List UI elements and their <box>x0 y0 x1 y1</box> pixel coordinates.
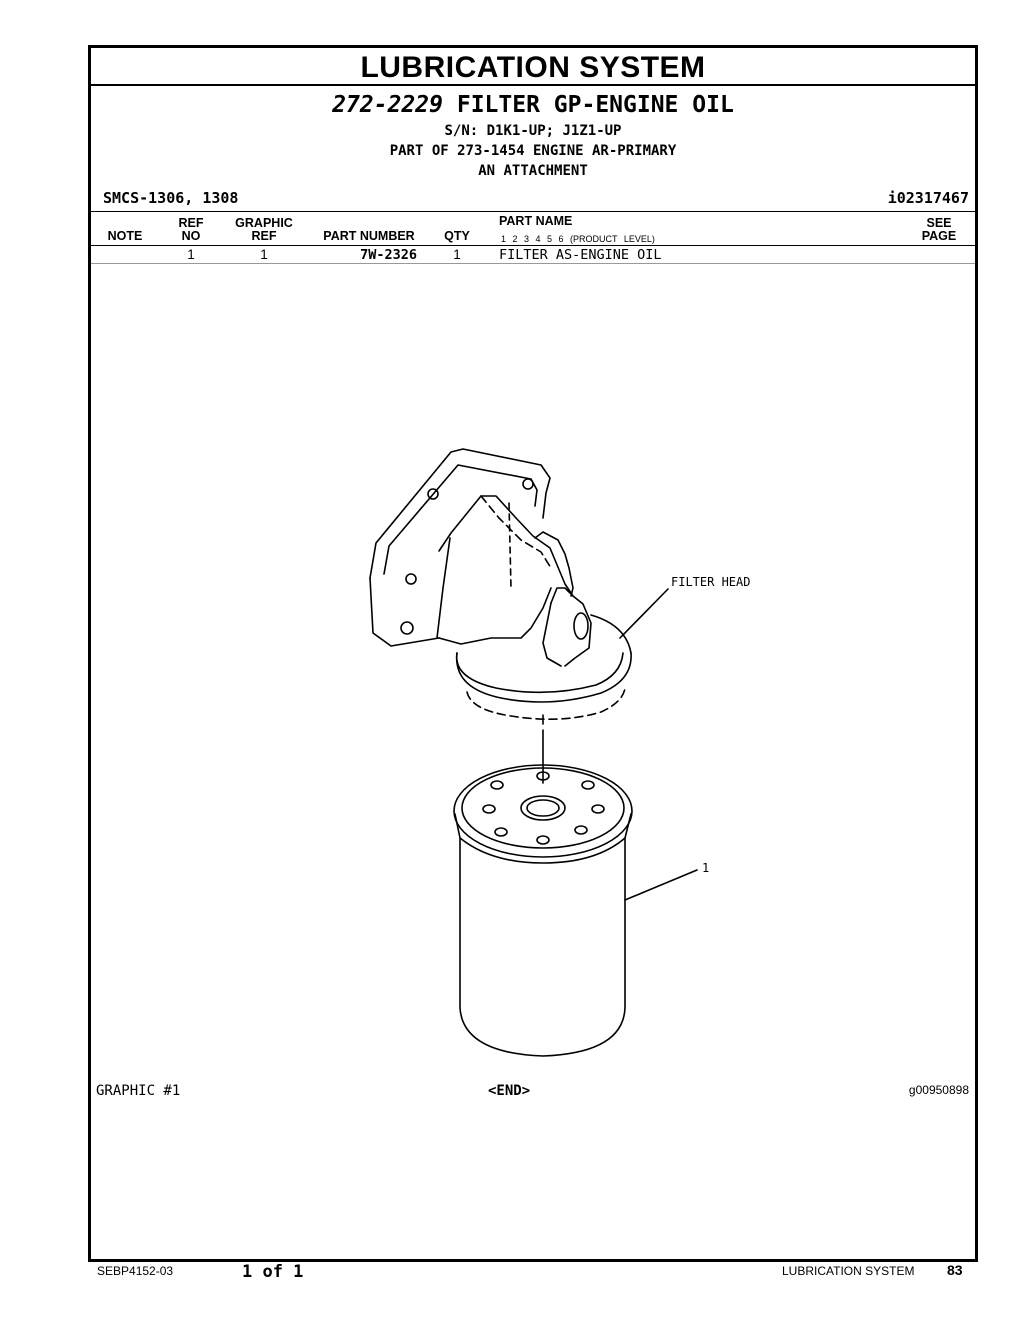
bolt-hole-icon <box>401 622 413 634</box>
col-part-name-header: PART NAME <box>499 214 573 228</box>
footer-section: LUBRICATION SYSTEM <box>782 1264 915 1278</box>
col-see-page-bottom: PAGE <box>921 229 957 243</box>
flange-outline <box>370 449 550 578</box>
head-body-front <box>437 538 450 638</box>
col-ref-no-top: REF <box>178 216 204 230</box>
col-see-page-top: SEE <box>926 216 952 230</box>
graphic-id: g00950898 <box>908 1083 969 1097</box>
filter-port-hole <box>592 805 604 813</box>
row-part-number: 7W-2326 <box>360 247 417 263</box>
bolt-hole-icon <box>406 574 416 584</box>
col-note-header: NOTE <box>107 229 143 243</box>
lug-front <box>543 603 561 666</box>
item-1-callout: 1 <box>702 861 710 875</box>
group-part-number: 272-2229 <box>332 92 443 118</box>
filter-group-illustration <box>91 48 975 1148</box>
col-ref-no-bottom: NO <box>181 229 201 243</box>
end-marker: <END> <box>488 1083 531 1099</box>
filter-port-hole <box>483 805 495 813</box>
filter-port-hole <box>495 828 507 836</box>
group-name: FILTER GP-ENGINE OIL <box>456 92 734 118</box>
filter-port-hole <box>537 836 549 844</box>
illustration-id: i02317467 <box>887 189 969 207</box>
section-title: LUBRICATION SYSTEM <box>360 51 706 84</box>
parts-page-frame <box>88 45 978 1262</box>
item-1-leader <box>625 870 697 900</box>
flange-bottom-edge <box>370 578 439 646</box>
col-graphic-ref-bottom: REF <box>251 229 277 243</box>
filter-port-hole <box>575 826 587 834</box>
smcs-codes: SMCS-1306, 1308 <box>103 189 239 207</box>
head-hidden-line <box>509 503 511 588</box>
col-graphic-ref-top: GRAPHIC <box>235 216 293 230</box>
col-qty-header: QTY <box>444 229 470 243</box>
row-part-name: FILTER AS-ENGINE OIL <box>499 247 662 263</box>
filter-port-hole <box>491 781 503 789</box>
col-part-number-header: PART NUMBER <box>323 229 415 243</box>
filter-body-seam <box>460 838 625 863</box>
bolt-hole-icon <box>523 479 533 489</box>
page-of: 1 of 1 <box>242 1262 304 1282</box>
row-ref-no: 1 <box>187 247 195 262</box>
seat-ring-outer <box>457 653 631 702</box>
row-qty: 1 <box>453 247 461 262</box>
filter-head-leader <box>620 589 668 638</box>
lug-hole <box>574 613 588 639</box>
page-number: 83 <box>947 1262 963 1278</box>
product-levels: 1 2 3 4 5 6 (PRODUCT LEVEL) <box>501 234 655 244</box>
seat-ring-inner <box>457 653 623 692</box>
attachment-line: AN ATTACHMENT <box>478 163 588 179</box>
graphic-label: GRAPHIC #1 <box>96 1083 181 1099</box>
head-body-base <box>439 588 551 644</box>
filter-head-callout: FILTER HEAD <box>671 575 751 589</box>
head-hidden-line <box>481 496 551 568</box>
head-body-top <box>439 496 573 596</box>
row-graphic-ref: 1 <box>260 247 268 262</box>
filter-center-thread <box>527 800 559 816</box>
filter-port-hole <box>582 781 594 789</box>
doc-number: SEBP4152-03 <box>97 1264 174 1278</box>
lug-outline <box>551 588 591 666</box>
part-of-line: PART OF 273-1454 ENGINE AR-PRIMARY <box>389 143 677 159</box>
serial-numbers: S/N: D1K1-UP; J1Z1-UP <box>444 123 622 139</box>
flange-inner-edge <box>384 465 537 574</box>
